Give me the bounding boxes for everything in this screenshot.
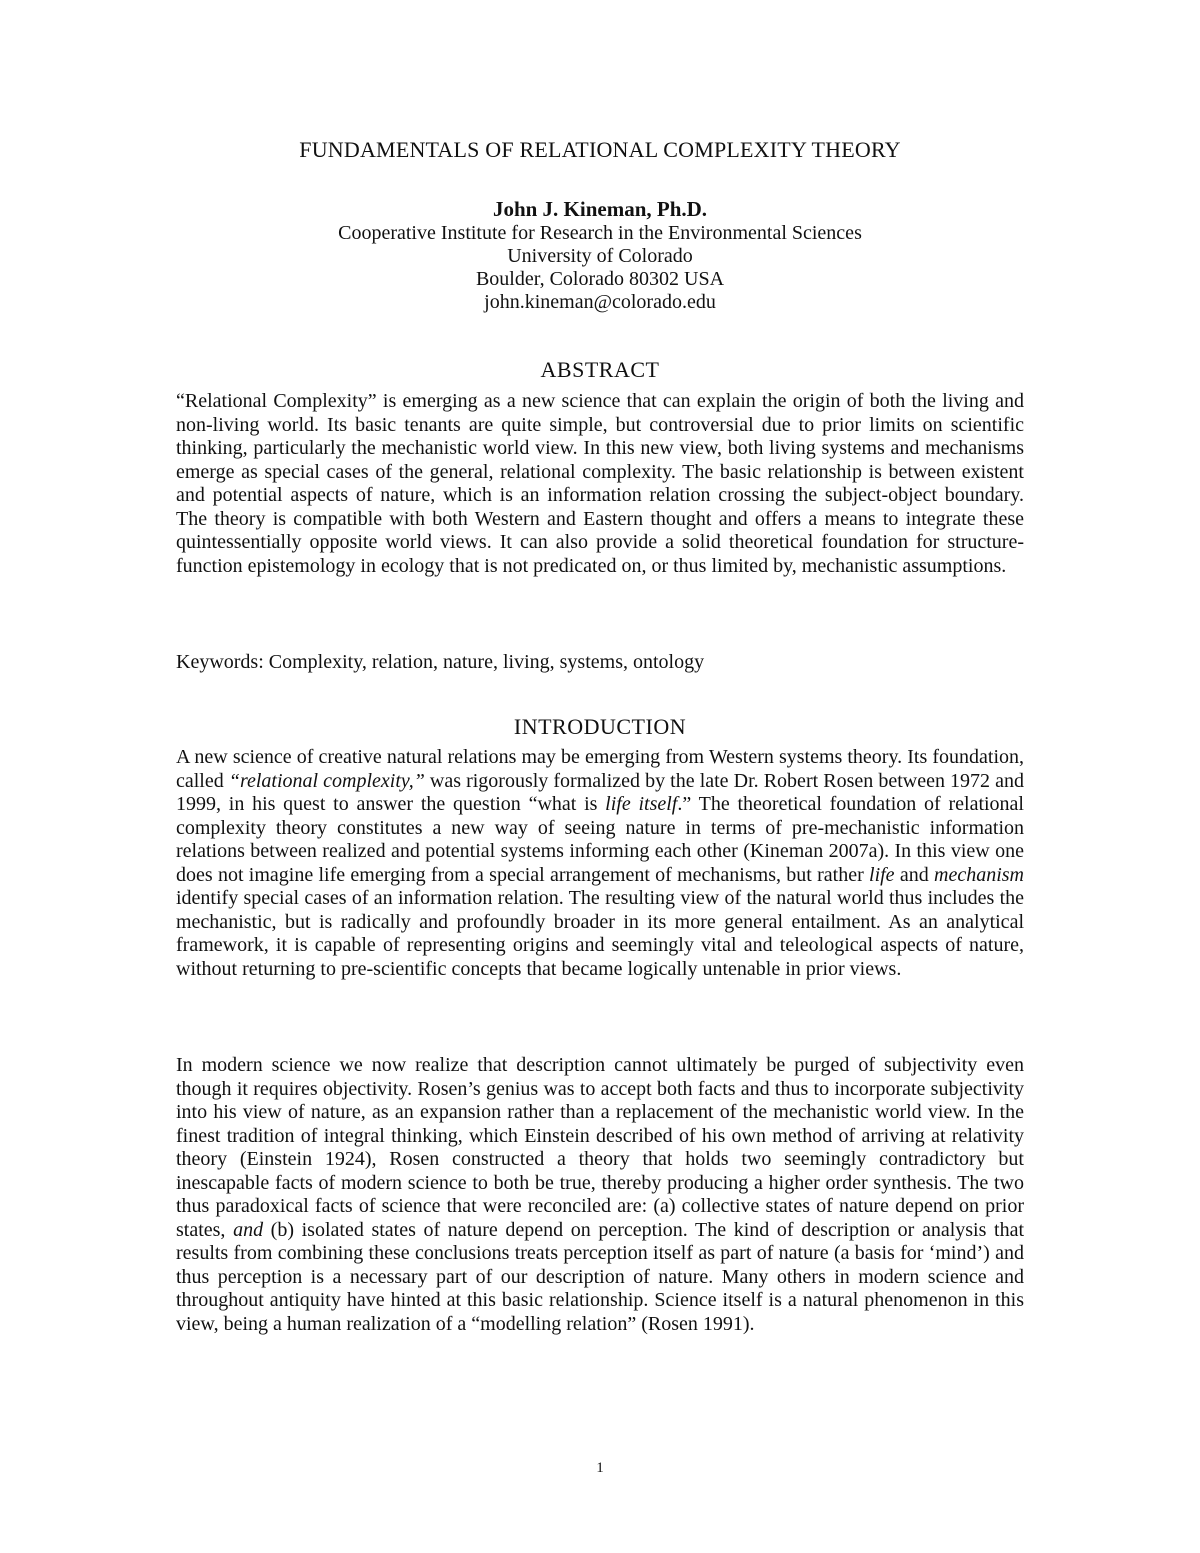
- author-email: john.kineman@colorado.edu: [484, 291, 716, 313]
- page-number: 1: [596, 1460, 604, 1476]
- text-span: A new science of creative natural relations may be emerging from Western systems theory. Its foundation, called: [176, 746, 1029, 792]
- italic-term: “relational complexity,”: [228, 769, 425, 792]
- paper-title: FUNDAMENTALS OF RELATIONAL COMPLEXITY THEORY: [299, 137, 901, 162]
- italic-term: life: [869, 863, 895, 886]
- keywords: Keywords: Complexity, relation, nature, living, systems, ontology: [176, 651, 705, 673]
- abstract-heading: ABSTRACT: [540, 357, 660, 382]
- italic-term: mechanism: [934, 863, 1024, 886]
- author-block: [0, 196, 1200, 314]
- affiliation-institute: Cooperative Institute for Research in the Environmental Sciences: [338, 222, 862, 244]
- italic-term: life itself: [605, 793, 678, 815]
- affiliation-university: University of Colorado: [507, 245, 693, 267]
- introduction-paragraph-2: [176, 1054, 1029, 1336]
- text-span: identify special cases of an information relation. The resulting view of the natural world thus includes the mechanistic, but is radically and profoundly broader in its more general entailment. As an analytical framework, it is capable of representing origins and seemingly vital and teleological aspects of nature, without returning to pre-scientific concepts that became logically untenable in prior views.: [176, 863, 1029, 980]
- abstract-text: “Relational Complexity” is emerging as a new science that can explain the origin of both the living and non-living world. Its basic tenants are quite simple, but controversial due to prior limits on scientific thinking, particularly the mechanistic world view. In this new view, both living systems and mechanisms emerge as special cases of the general, relational complexity. The basic relationship is between existent and potential aspects of nature, which is an information relation crossing the subject-object boundary. The theory is compatible with both Western and Eastern thought and offers a means to integrate these quintessentially opposite world views. It can also provide a solid theoretical foundation for structure-function epistemology in ecology that is not predicated on, or thus limited by, mechanistic assumptions.: [176, 390, 1024, 577]
- introduction-paragraph-1: [176, 746, 1029, 981]
- text-span: was rigorously formalized by the late Dr. Robert Rosen between 1972 and 1999, in his quest to answer the question “what is: [176, 769, 1029, 815]
- affiliation-address: Boulder, Colorado 80302 USA: [475, 268, 725, 290]
- text-span: In modern science we now realize that description cannot ultimately be purged of subjectivity even though it requires objectivity. Rosen’s genius was to accept both facts and thus to incorporate subjectivity into his view of nature, as an expansion rather than a replacement of the mechanistic world view. In the finest tradition of integral thinking, which Einstein described of his own method of arriving at relativity theory (Einstein 1924), Rosen constructed a theory that holds two seemingly contradictory but inescapable facts of modern science to both be true, thereby producing a higher order synthesis. The two thus paradoxical facts of science that were reconciled are: (a) collective states of nature depend on prior states,: [176, 1054, 1029, 1241]
- italic-term: and: [233, 1218, 264, 1241]
- text-span: (b) isolated states of nature depend on perception. The kind of description or analysis that results from combining these conclusions treats perception itself as part of nature (a basis for ‘mind’) and thus perception is a necessary part of our description of nature. Many others in modern science and throughout antiquity have hinted at this basic relationship. Science itself is a natural phenomenon in this view, being a human realization of a “modelling relation” (Rosen 1991).: [176, 1218, 1029, 1335]
- introduction-heading: INTRODUCTION: [513, 714, 687, 739]
- text-span: and: [894, 863, 934, 886]
- text-span: .” The theoretical foundation of relational complexity theory constitutes a new way of seeing nature in terms of pre-mechanistic information relations between realized and potential systems informing each other (Kineman 2007a). In this view one does not imagine life emerging from a special arrangement of mechanisms, but rather: [176, 793, 1029, 886]
- author-name: John J. Kineman, Ph.D.: [492, 197, 708, 221]
